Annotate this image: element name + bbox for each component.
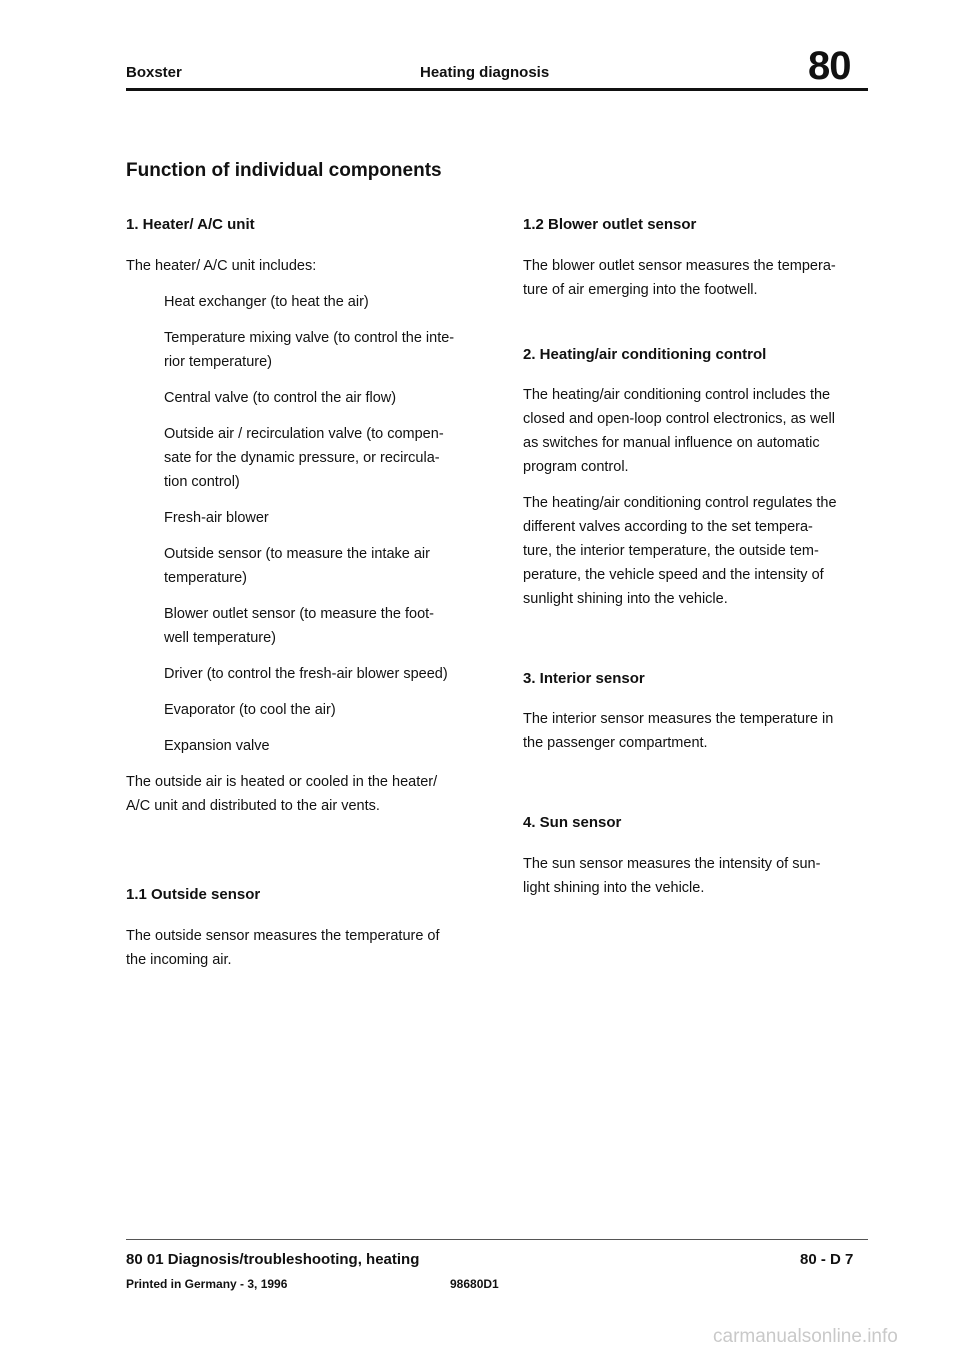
- text-line: The outside air is heated or cooled in the heater/: [126, 774, 438, 790]
- text-line: the incoming air.: [126, 952, 232, 968]
- footer-rule: [126, 1239, 868, 1240]
- component-list-item-line: rior temperature): [164, 354, 272, 370]
- header-rule: [126, 88, 868, 91]
- component-list-item: [164, 386, 486, 410]
- watermark: carmanualsonline.info: [713, 1326, 898, 1347]
- component-list-item: [164, 506, 486, 530]
- text-line: light shining into the vehicle.: [523, 880, 705, 896]
- heater-intro: The heater/ A/C unit includes:: [126, 258, 317, 274]
- text-line: The sun sensor measures the intensity of sun-: [523, 856, 821, 872]
- left-column: [126, 216, 486, 972]
- right-column: [523, 216, 883, 900]
- blower-outlet-sensor-text: [523, 254, 883, 302]
- component-list-item-line: well temperature): [164, 630, 277, 646]
- text-line: ture of air emerging into the footwell.: [523, 282, 758, 298]
- text-line: the passenger compartment.: [523, 735, 708, 751]
- outside-sensor-text: [126, 924, 486, 972]
- footer-section: 80 01 Diagnosis/troubleshooting, heating: [126, 1251, 420, 1268]
- text-line: The blower outlet sensor measures the tempera-: [523, 258, 836, 274]
- sun-sensor-text: [523, 852, 883, 900]
- section-heading-blower-outlet-sensor: 1.2 Blower outlet sensor: [523, 216, 697, 233]
- component-list-item-line: Evaporator (to cool the air): [164, 702, 336, 718]
- chapter-number: 80: [808, 44, 851, 88]
- text-line: perature, the vehicle speed and the intensity of: [523, 567, 824, 583]
- section-heading-sun-sensor: 4. Sun sensor: [523, 814, 622, 831]
- component-list-item-line: Fresh-air blower: [164, 510, 269, 526]
- component-list-item: [164, 698, 486, 722]
- text-line: ture, the interior temperature, the outside tem-: [523, 543, 819, 559]
- component-list-item-line: tion control): [164, 474, 240, 490]
- text-line: program control.: [523, 459, 629, 475]
- component-list-item: [164, 422, 486, 494]
- interior-sensor-text: [523, 707, 883, 755]
- text-line: sunlight shining into the vehicle.: [523, 591, 728, 607]
- text-line: The interior sensor measures the temperature in: [523, 711, 834, 727]
- text-line: as switches for manual influence on automatic: [523, 435, 820, 451]
- component-list-item-line: Outside sensor (to measure the intake air: [164, 546, 430, 562]
- component-list-item: [164, 326, 486, 374]
- footer-printed: Printed in Germany - 3, 1996: [126, 1277, 288, 1291]
- header-left: Boxster: [126, 64, 182, 81]
- component-list-item-line: sate for the dynamic pressure, or recircula-: [164, 450, 440, 466]
- header-title: Heating diagnosis: [420, 64, 550, 81]
- section-heading-control: 2. Heating/air conditioning control: [523, 346, 767, 363]
- control-paragraph-1: [523, 383, 883, 479]
- component-list-item-line: Temperature mixing valve (to control the inte-: [164, 330, 455, 346]
- section-heading-outside-sensor: 1.1 Outside sensor: [126, 886, 261, 903]
- section-heading-interior-sensor: 3. Interior sensor: [523, 670, 645, 687]
- text-line: The heating/air conditioning control regulates the: [523, 495, 837, 511]
- component-list-item-line: Driver (to control the fresh-air blower speed): [164, 666, 448, 682]
- page-number: 80 - D 7: [800, 1251, 854, 1268]
- text-line: different valves according to the set tempera-: [523, 519, 813, 535]
- component-list-item-line: Blower outlet sensor (to measure the foot-: [164, 606, 434, 622]
- component-list-item-line: Central valve (to control the air flow): [164, 390, 397, 406]
- page-title: Function of individual components: [126, 160, 442, 181]
- component-list-item-line: Outside air / recirculation valve (to compen-: [164, 426, 444, 442]
- heater-outro: [126, 770, 486, 818]
- component-list-item: [164, 542, 486, 590]
- component-list-item: [164, 290, 486, 314]
- footer-doc-number: 98680D1: [450, 1277, 499, 1291]
- component-list-item: [164, 662, 486, 686]
- text-line: The outside sensor measures the temperature of: [126, 928, 440, 944]
- component-list-item-line: Expansion valve: [164, 738, 270, 754]
- section-heading-heater-ac: 1. Heater/ A/C unit: [126, 216, 255, 233]
- component-list-item: [164, 602, 486, 650]
- component-list-item-line: temperature): [164, 570, 248, 586]
- component-list-item: [164, 734, 486, 758]
- control-paragraph-2: [523, 491, 883, 611]
- component-list: [164, 290, 486, 758]
- text-line: A/C unit and distributed to the air vents.: [126, 798, 380, 814]
- text-line: closed and open-loop control electronics, as well: [523, 411, 835, 427]
- component-list-item-line: Heat exchanger (to heat the air): [164, 294, 369, 310]
- text-line: The heating/air conditioning control includes the: [523, 387, 831, 403]
